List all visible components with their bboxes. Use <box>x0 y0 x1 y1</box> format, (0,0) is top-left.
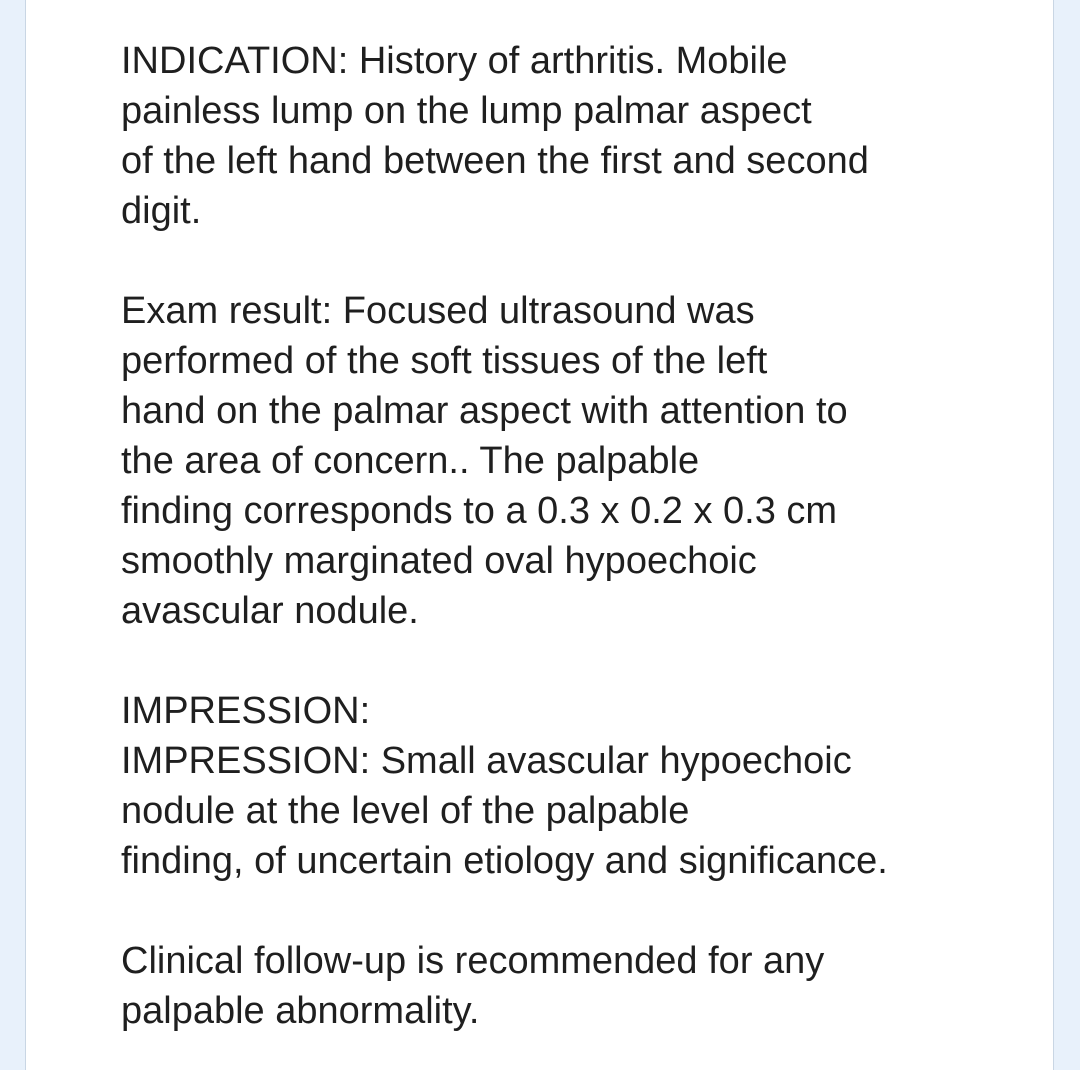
followup-line: palpable abnormality. <box>121 990 480 1032</box>
exam-result-line: hand on the palmar aspect with attention to <box>121 390 848 432</box>
exam-result-line: avascular nodule. <box>121 590 419 632</box>
exam-result-line: the area of concern.. The palpable <box>121 440 700 482</box>
exam-result-line: performed of the soft tissues of the left <box>121 340 768 382</box>
indication-line: painless lump on the lump palmar aspect <box>121 90 812 132</box>
exam-result-line: smoothly marginated oval hypoechoic <box>121 540 757 582</box>
paragraph-gap <box>121 636 1021 686</box>
exam-result-line: finding corresponds to a 0.3 x 0.2 x 0.3 cm <box>121 490 838 532</box>
paragraph-gap <box>121 886 1021 936</box>
indication-line: of the left hand between the first and second <box>121 140 869 182</box>
indication-line: INDICATION: History of arthritis. Mobile <box>121 40 788 82</box>
impression-line: IMPRESSION: <box>121 690 371 732</box>
exam-result-section <box>121 286 1021 636</box>
impression-line: nodule at the level of the palpable <box>121 790 690 832</box>
report-text <box>121 36 1021 1036</box>
impression-line: finding, of uncertain etiology and significance. <box>121 840 888 882</box>
followup-line: Clinical follow-up is recommended for any <box>121 940 825 982</box>
indication-section <box>121 36 1021 236</box>
document-page <box>25 0 1054 1070</box>
impression-line: IMPRESSION: Small avascular hypoechoic <box>121 740 852 782</box>
exam-result-line: Exam result: Focused ultrasound was <box>121 290 755 332</box>
indication-line: digit. <box>121 190 202 232</box>
paragraph-gap <box>121 236 1021 286</box>
impression-section <box>121 686 1021 886</box>
followup-section <box>121 936 1021 1036</box>
